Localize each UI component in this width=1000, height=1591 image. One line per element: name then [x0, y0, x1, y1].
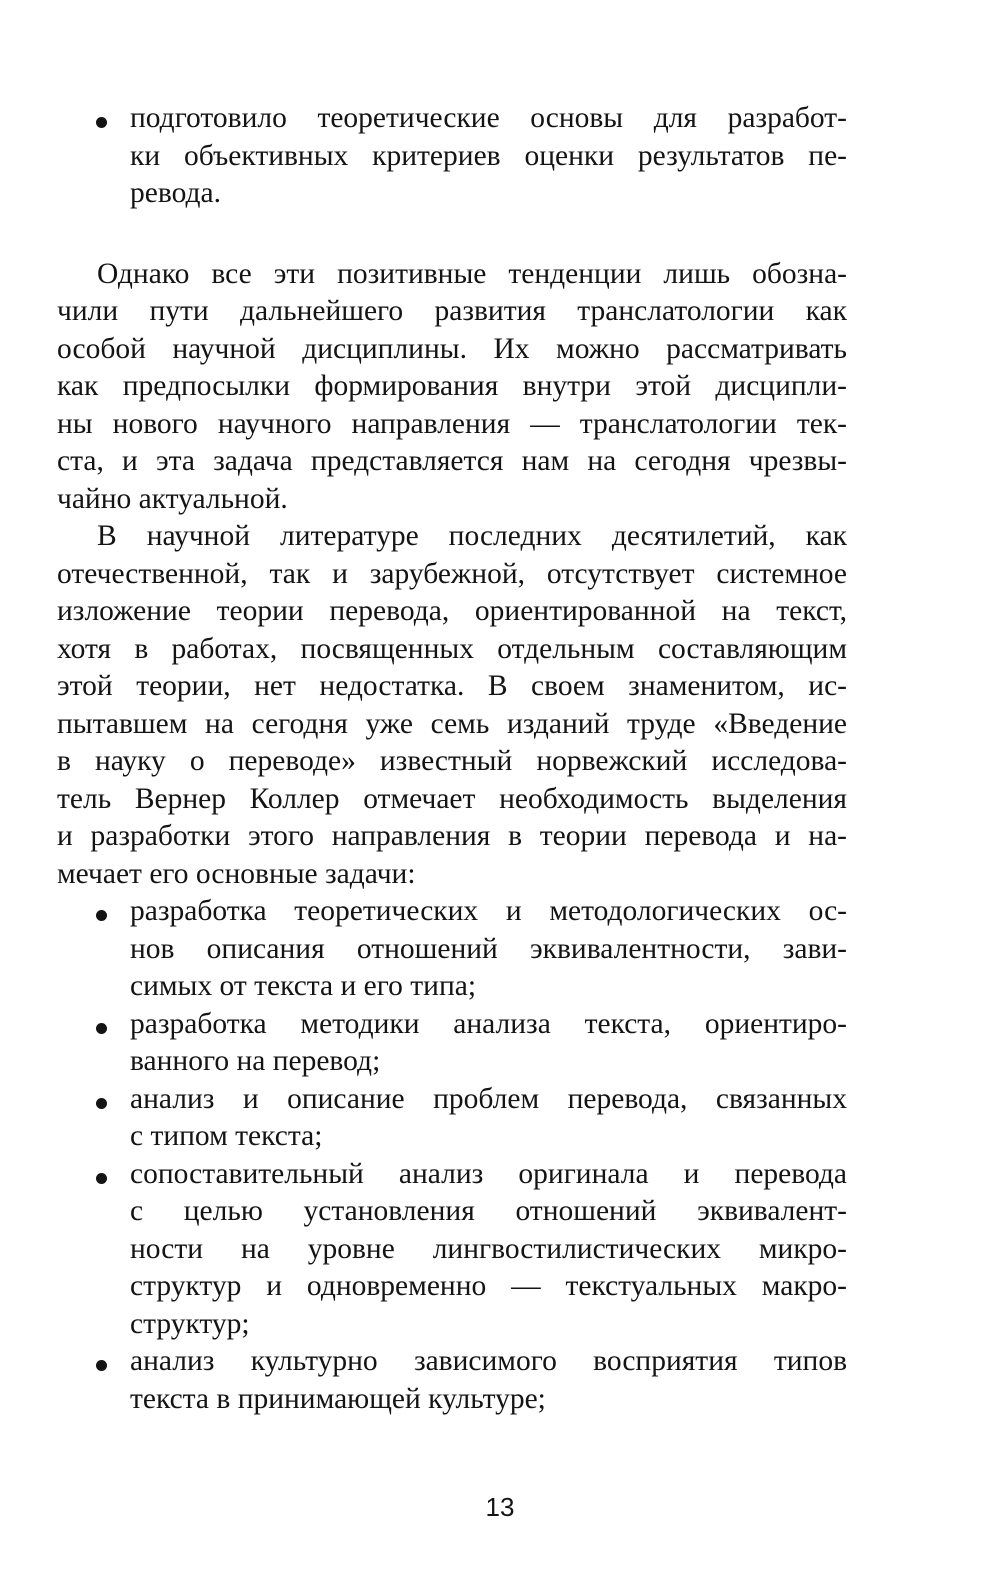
list-item-line: с целью установления отношений эквивалент-	[130, 1195, 847, 1227]
list-item-line: подготовило теоретические основы для разработ-	[130, 102, 847, 134]
list-item	[57, 1081, 847, 1156]
list-item-line: разработка теоретических и методологических ос-	[130, 895, 847, 927]
text-line: и разработки этого направления в теории перевода и на-	[57, 820, 847, 852]
text-line: особой научной дисциплины. Их можно рассматривать	[57, 332, 847, 365]
bullet-icon	[96, 1023, 107, 1034]
list-item-line: ревода.	[130, 177, 221, 209]
bullet-icon	[96, 1173, 107, 1184]
text-line: мечает его основные задачи:	[57, 857, 416, 890]
paragraph	[57, 518, 847, 893]
text-line: этой теории, нет недостатка. В своем знаменитом, ис-	[57, 670, 847, 702]
bullet-icon	[96, 1360, 107, 1371]
list-item-line: нов описания отношений эквивалентности, зави-	[130, 932, 847, 965]
list-item-line: ки объективных критериев оценки результатов пе-	[130, 139, 847, 172]
list-item-line: симых от текста и его типа;	[130, 970, 477, 1002]
list-item	[57, 1343, 847, 1418]
text-line: В научной литературе последних десятилетий, как	[97, 520, 847, 552]
list-item-line: разработка методики анализа текста, ориентиро-	[130, 1007, 847, 1040]
text-line: чайно актуальной.	[57, 482, 288, 515]
list-item-line: ности на уровне лингвостилистических микро-	[130, 1232, 847, 1265]
list-item	[57, 1156, 847, 1344]
text-line: в науку о переводе» известный норвежский исследова-	[57, 745, 847, 777]
text-line: Однако все эти позитивные тенденции лишь обозна-	[97, 257, 847, 290]
text-line: пытавшем на сегодня уже семь изданий труде «Введение	[57, 707, 847, 740]
text-line: хотя в работах, посвященных отдельным составляющим	[57, 632, 847, 665]
bullet-icon	[96, 117, 107, 128]
bullet-icon	[96, 1098, 107, 1109]
paragraph	[57, 256, 847, 519]
list-item	[57, 893, 847, 1006]
task-list	[57, 893, 847, 1418]
text-line: как предпосылки формирования внутри этой дисципли-	[57, 370, 847, 402]
list-item-line: сопоставительный анализ оригинала и перевода	[130, 1157, 847, 1190]
bullet-icon	[96, 910, 107, 921]
text-line: ны нового научного направления — транслатологии тек-	[57, 407, 847, 440]
text-line: ста, и эта задача представляется нам на сегодня чрезвы-	[57, 445, 847, 477]
list-item-line: структур;	[130, 1307, 250, 1340]
page-body	[57, 100, 847, 1418]
text-line: тель Вернер Коллер отмечает необходимость выделения	[57, 782, 847, 815]
paragraph-gap	[57, 213, 847, 256]
page-number: 13	[485, 1492, 515, 1522]
list-item	[57, 1006, 847, 1081]
list-item-line: ванного на перевод;	[130, 1045, 381, 1077]
list-item-line: анализ и описание проблем перевода, связанных	[130, 1082, 847, 1115]
text-line: изложение теории перевода, ориентированной на текст,	[57, 595, 847, 627]
list-item-line: с типом текста;	[130, 1120, 323, 1152]
list-item-line: текста в принимающей культуре;	[130, 1382, 546, 1415]
text-line: чили пути дальнейшего развития транслатологии как	[57, 295, 847, 327]
list-item-line: анализ культурно зависимого восприятия типов	[130, 1345, 847, 1377]
list-item-line: структур и одновременно — текстуальных макро-	[130, 1270, 847, 1302]
text-line: отечественной, так и зарубежной, отсутствует системное	[57, 557, 847, 590]
list-item	[57, 100, 847, 213]
